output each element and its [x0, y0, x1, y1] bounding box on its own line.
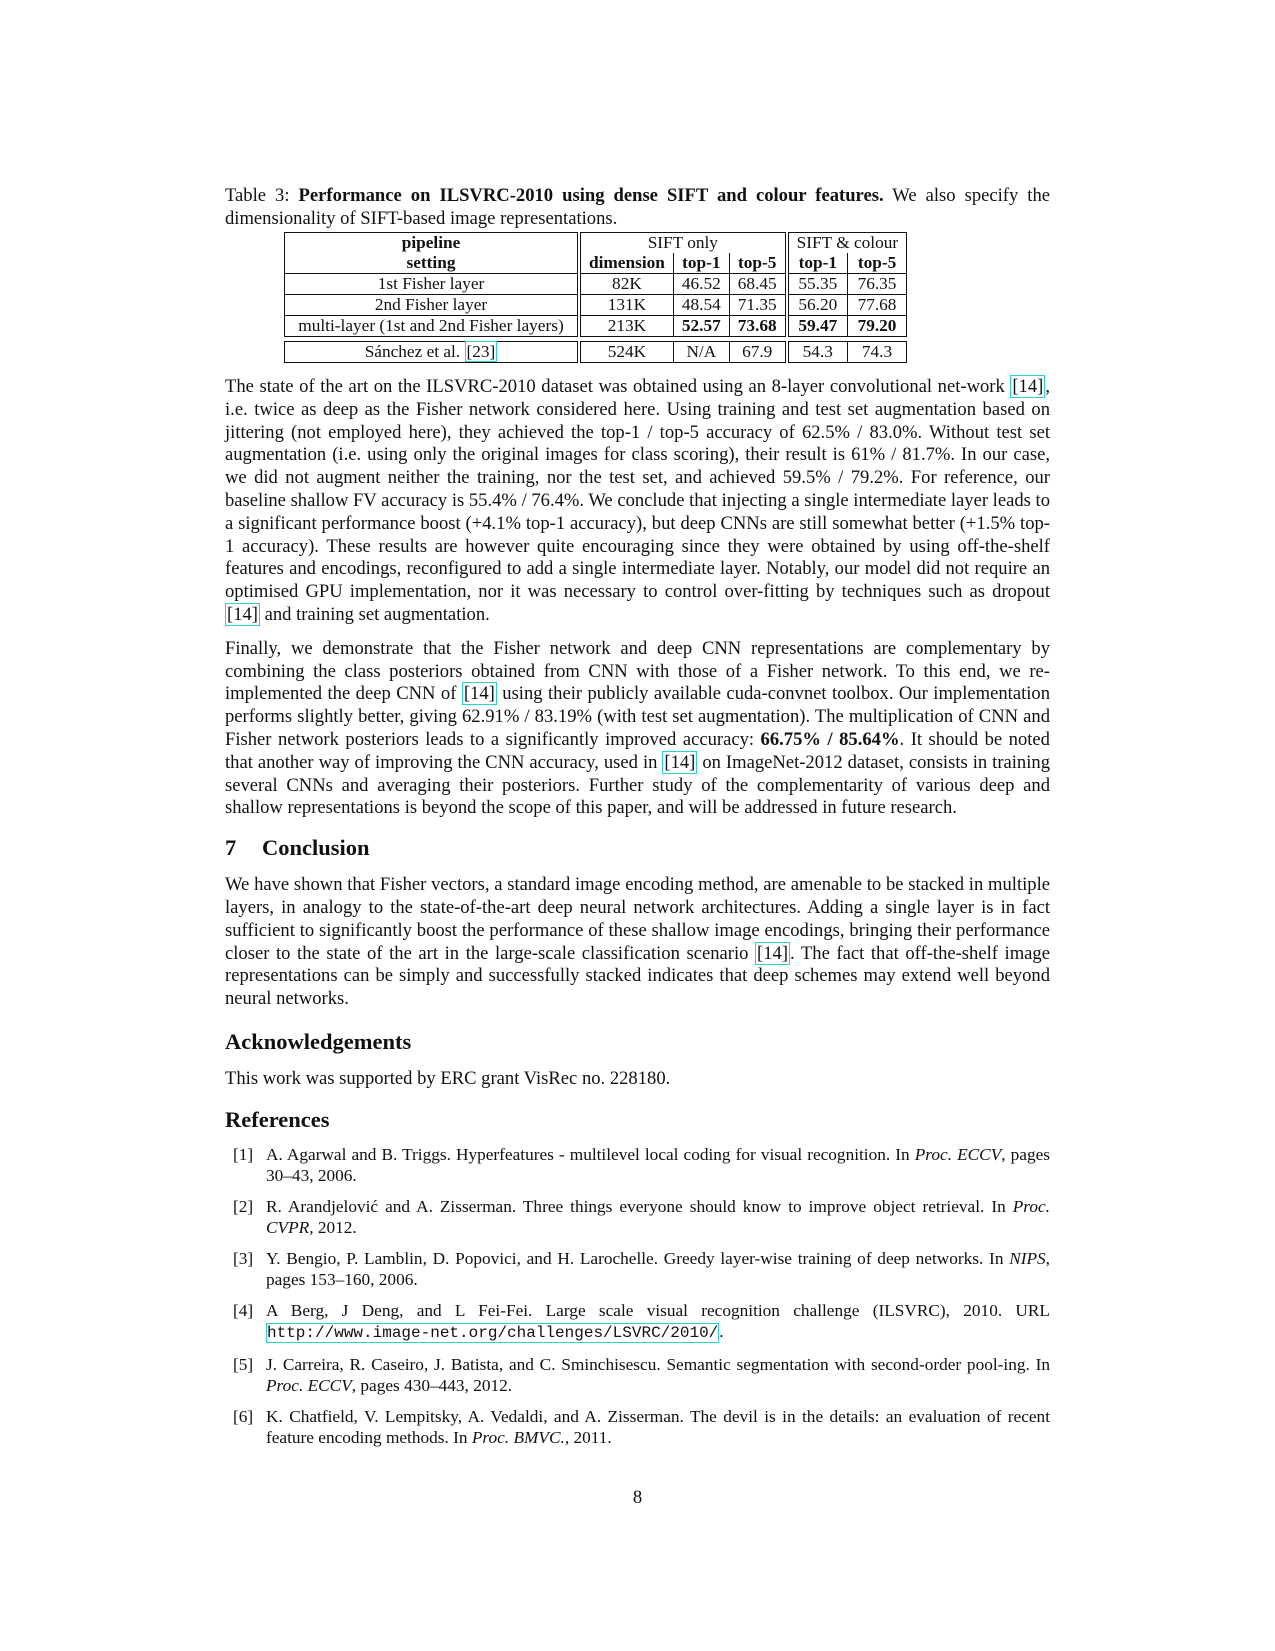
- text: on ImageNet-2012 dataset, consists in training several CNNs and averaging their posteriors. Further study of the complementarity of various deep and shallow representations is beyond the scope of this paper, and will be addressed in future research.: [225, 751, 1050, 819]
- venue: Proc. BMVC.: [471, 1428, 565, 1448]
- citation-link[interactable]: [14]: [757, 942, 789, 964]
- text: R. Arandjelović and A. Zisserman. Three things everyone should know to improve object retrieval. In: [266, 1196, 1013, 1216]
- header-colour-top1: top-1: [787, 253, 848, 274]
- venue: Proc. ECCV: [266, 1376, 352, 1396]
- table-header-row-2: [285, 253, 907, 274]
- cell-colour-top5: 79.20: [847, 316, 906, 337]
- cell-setting: 2nd Fisher layer: [285, 295, 580, 316]
- text: K. Chatfield, V. Lempitsky, A. Vedaldi, and A. Zisserman. The devil is in the details: an evaluation of recent feature encoding methods. In: [266, 1406, 1050, 1448]
- cell-colour-top1: 54.3: [787, 342, 848, 363]
- citation-link[interactable]: [14]: [1012, 376, 1044, 397]
- cell-dimension: 82K: [579, 274, 673, 295]
- header-sift-colour: SIFT & colour: [787, 233, 907, 254]
- results-table: [284, 232, 907, 363]
- header-dimension: dimension: [579, 253, 673, 274]
- header-sift-only: SIFT only: [579, 233, 787, 254]
- citation-link[interactable]: [14]: [463, 683, 495, 705]
- paragraph-acknowledgements: This work was supported by ERC grant VisRec no. 228180.: [225, 1067, 671, 1089]
- cell-colour-top5: 76.35: [847, 274, 906, 295]
- caption-label: Table 3:: [225, 185, 290, 206]
- header-colour-top5: top-5: [847, 253, 906, 274]
- header-top5: top-5: [729, 253, 786, 274]
- table-row: [285, 274, 907, 295]
- citation-link[interactable]: [23]: [466, 342, 496, 361]
- reference-list: [225, 1144, 1050, 1449]
- header-top1: top-1: [673, 253, 729, 274]
- section-heading-conclusion: [225, 834, 1050, 862]
- paragraph-state-of-art: [225, 376, 1050, 627]
- bold-result: 66.75% / 85.64%: [760, 728, 900, 750]
- text: , pages 30–43, 2006.: [266, 1144, 1050, 1186]
- cell-colour-top1: 55.35: [787, 274, 848, 295]
- cell-top1: 48.54: [673, 295, 729, 316]
- text: A. Agarwal and B. Triggs. Hyperfeatures - multilevel local coding for visual recognition. In: [266, 1144, 915, 1164]
- paragraph-conclusion: [225, 874, 1050, 1011]
- cell-colour-top1: 59.47: [787, 316, 848, 337]
- url-link[interactable]: http://www.image-net.org/challenges/LSVRC/2010/: [267, 1324, 719, 1343]
- text: . The fact that off-the-shelf image representations can be simply and successfully stacked indicates that deep schemes may extend well beyond neural networks.: [225, 942, 1050, 1010]
- section-number: 7: [225, 835, 237, 861]
- reference-item: [225, 1354, 1050, 1397]
- text: We have shown that Fisher vectors, a standard image encoding method, are amenable to be stacked in multiple layers, in analogy to the state-of-the-art deep neural network architectures. Adding a single layer is in fact sufficient to significantly boost the performance of these shallow image encodings, bringing their performance closer to the state of the art in the large-scale classification scenario: [225, 874, 1050, 964]
- reference-item: [225, 1300, 1050, 1345]
- text: .: [719, 1322, 724, 1342]
- reference-number: [3]: [233, 1248, 254, 1268]
- cell-colour-top1: 56.20: [787, 295, 848, 316]
- reference-item: [225, 1196, 1050, 1239]
- text: J. Carreira, R. Caseiro, J. Batista, and C. Sminchisescu. Semantic segmentation with second-order pool-ing. In: [266, 1354, 1050, 1374]
- text: , i.e. twice as deep as the Fisher network considered here. Using training and test set augmentation based on jittering (not employed here), they achieved the top-1 / top-5 accuracy of 62.5% / 83.0%. Without test set augmentation (i.e. using only the original images for class scoring), their result is 61% / 81.7%. In our case, we did not augment neither the training, nor the test set, and achieved 59.5% / 79.2%. For reference, our baseline shallow FV accuracy is 55.4% / 76.4%. We conclude that injecting a single intermediate layer leads to a significant performance boost (+4.1% top-1 accuracy), but deep CNNs are still somewhat better (+1.5% top-1 accuracy). These results are however quite encouraging since they were obtained by using off-the-shelf features and encodings, reconfigured to add a single intermediate layer. Notably, our model did not require an optimised GPU implementation, nor it was necessary to control over-fitting by techniques such as dropout: [225, 376, 1050, 603]
- text: Y. Bengio, P. Lamblin, D. Popovici, and H. Larochelle. Greedy layer-wise training of deep networks. In: [266, 1248, 1010, 1268]
- text: , 2011.: [564, 1428, 612, 1448]
- sanchez-label: Sánchez et al.: [364, 342, 465, 361]
- citation-link[interactable]: [14]: [227, 603, 258, 625]
- cell-setting: [285, 342, 580, 363]
- text: The state of the art on the ILSVRC-2010 dataset was obtained using an 8-layer convolutional net-work: [225, 376, 1011, 397]
- cell-setting: 1st Fisher layer: [285, 274, 580, 295]
- table-header-row-1: [285, 233, 907, 254]
- cell-top1: 52.57: [673, 316, 729, 337]
- section-title: Conclusion: [262, 835, 370, 861]
- header-setting: setting: [285, 253, 580, 274]
- table-row: [285, 295, 907, 316]
- text: , 2012.: [309, 1218, 357, 1238]
- header-pipeline: pipeline: [285, 233, 580, 254]
- reference-item: [225, 1406, 1050, 1449]
- table-caption: [225, 185, 1050, 230]
- reference-number: [5]: [233, 1354, 254, 1374]
- text: Finally, we demonstrate that the Fisher network and deep CNN representations are complementary by combining the class posteriors obtained from CNN with those of a Fisher network. To this end, we re-implemented the deep CNN of: [225, 637, 1050, 705]
- reference-number: [1]: [233, 1144, 254, 1164]
- text: , pages 430–443, 2012.: [351, 1376, 513, 1396]
- reference-number: [2]: [233, 1196, 254, 1216]
- text: and training set augmentation.: [259, 603, 490, 625]
- cell-colour-top5: 77.68: [847, 295, 906, 316]
- text: . It should be noted that another way of improving the CNN accuracy, used in: [225, 728, 1050, 773]
- reference-number: [4]: [233, 1300, 254, 1320]
- reference-item: [225, 1144, 1050, 1187]
- cell-setting: multi-layer (1st and 2nd Fisher layers): [285, 316, 580, 337]
- text: , pages 153–160, 2006.: [266, 1248, 1050, 1290]
- page-number: 8: [632, 1487, 643, 1508]
- citation-link[interactable]: [14]: [664, 751, 696, 773]
- table-row: [285, 316, 907, 337]
- cell-top5: 73.68: [729, 316, 786, 337]
- table-row: [285, 342, 907, 363]
- reference-item: [225, 1248, 1050, 1291]
- cell-dimension: 131K: [579, 295, 673, 316]
- venue: Proc. ECCV: [914, 1144, 1002, 1164]
- cell-top1: 46.52: [673, 274, 729, 295]
- paragraph-complementary: [225, 638, 1050, 820]
- page-content: [225, 185, 1050, 1449]
- cell-colour-top5: 74.3: [847, 342, 906, 363]
- venue: Proc. CVPR: [266, 1196, 1050, 1238]
- cell-top5: 67.9: [729, 342, 786, 363]
- reference-number: [6]: [233, 1406, 254, 1426]
- text: using their publicly available cuda-convnet toolbox. Our implementation performs slightly better, giving 62.91% / 83.19% (with test set augmentation). The multiplication of CNN and Fisher network posteriors leads to a significantly improved accuracy:: [225, 683, 1050, 750]
- venue: NIPS: [1009, 1248, 1046, 1268]
- caption-rest: We also specify the dimensionality of SIFT-based image representations.: [225, 185, 1051, 229]
- cell-top5: 68.45: [729, 274, 786, 295]
- cell-top1: N/A: [673, 342, 729, 363]
- cell-dimension: 524K: [579, 342, 673, 363]
- text: A Berg, J Deng, and L Fei-Fei. Large scale visual recognition challenge (ILSVRC), 2010. URL: [266, 1300, 1050, 1320]
- cell-top5: 71.35: [729, 295, 786, 316]
- section-heading-acknowledgements: Acknowledgements: [225, 1028, 412, 1054]
- caption-title: Performance on ILSVRC-2010 using dense SIFT and colour features.: [298, 185, 884, 206]
- cell-dimension: 213K: [579, 316, 673, 337]
- section-heading-references: References: [225, 1106, 330, 1132]
